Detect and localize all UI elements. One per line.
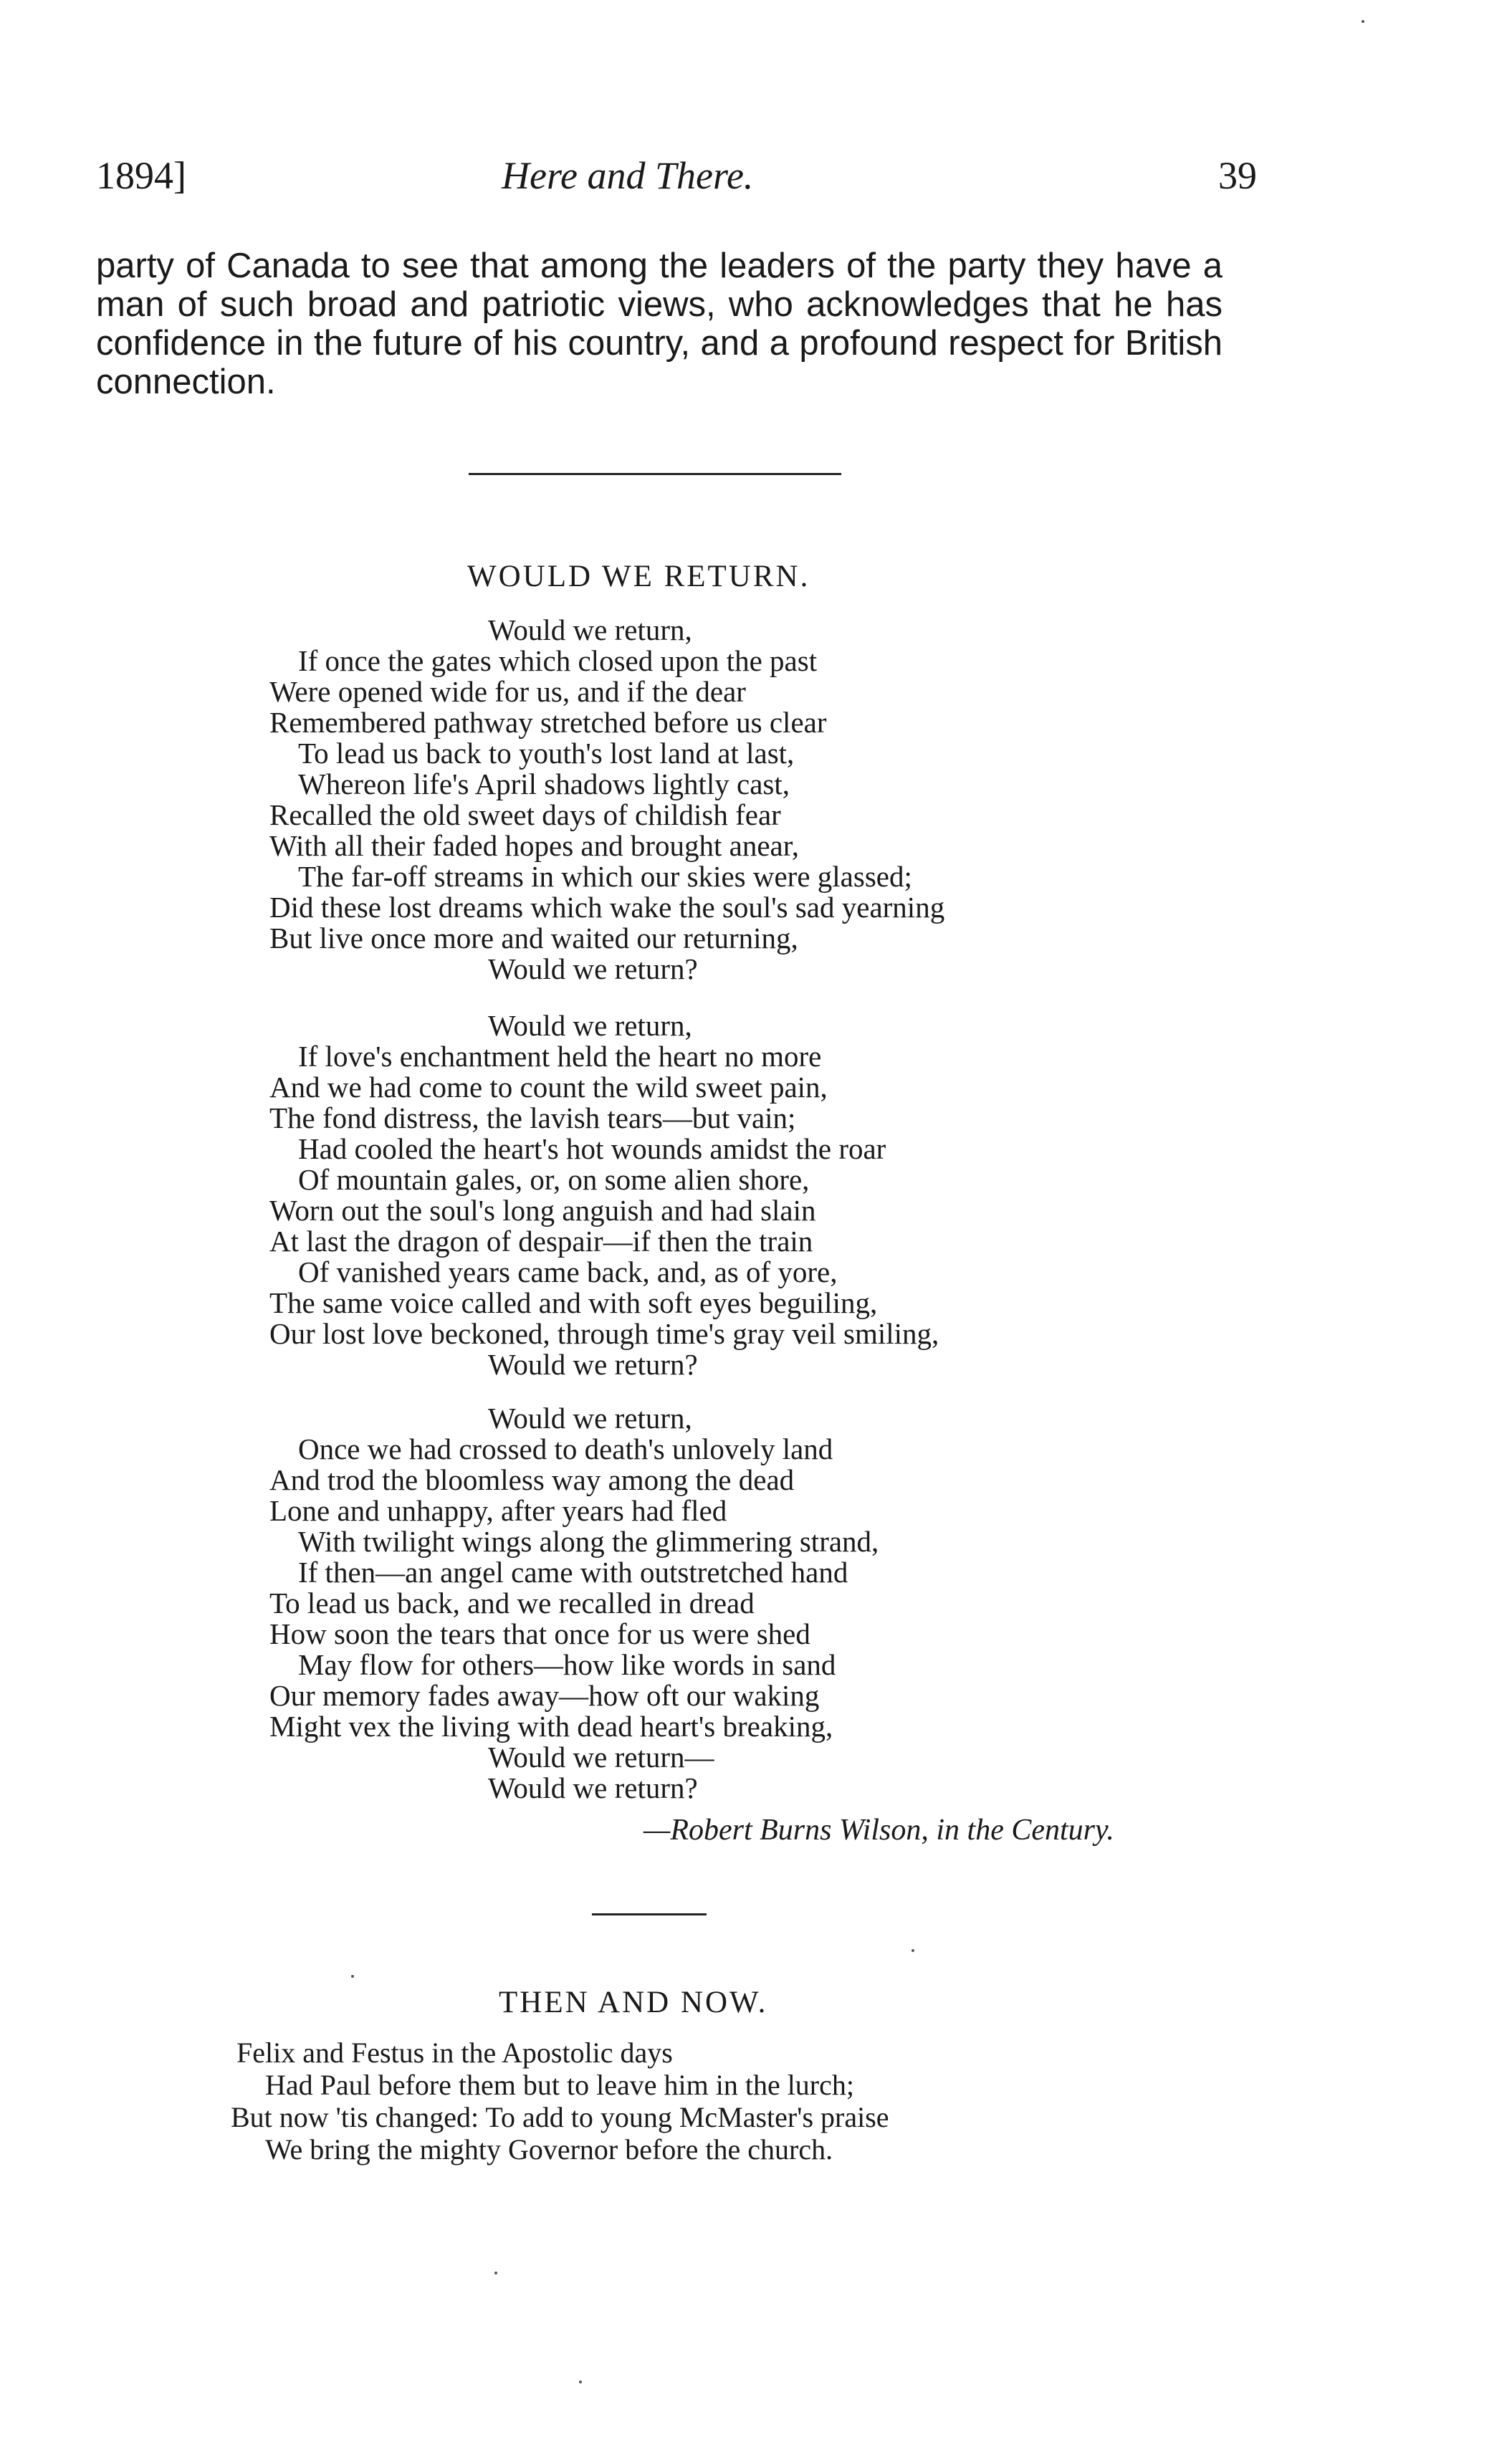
speck-mark	[579, 2381, 582, 2383]
poem-line: The fond distress, the lavish tears—but vain;	[269, 1101, 796, 1134]
poem-line: The far-off streams in which our skies were glassed;	[298, 860, 912, 893]
poem-line: Recalled the old sweet days of childish fear	[269, 798, 781, 831]
poem-line: To lead us back to youth's lost land at last,	[298, 737, 795, 770]
poem-line: Lone and unhappy, after years had fled	[269, 1494, 727, 1527]
prose-text: party of Canada to see that among the leaders of the party they have a man of such broad and patriotic views, who acknowledges that he has confidence in the future of his country, and a profound respect for British connection.	[96, 247, 1222, 401]
poem-line: Our memory fades away—how oft our waking	[269, 1679, 820, 1712]
stanza-3	[269, 1403, 879, 1804]
poem-line: We bring the mighty Governor before the church.	[265, 2133, 833, 2166]
poem-line: Whereon life's April shadows lightly cast,	[298, 767, 790, 800]
poem-line: Our lost love beckoned, through time's gray veil smiling,	[269, 1317, 939, 1350]
speck-mark	[911, 1949, 914, 1952]
poem-line: The same voice called and with soft eyes beguiling,	[269, 1286, 878, 1319]
poem-title: WOULD WE RETURN.	[467, 560, 810, 593]
poem-line: If love's enchantment held the heart no more	[298, 1040, 822, 1073]
poem-line: Would we return?	[488, 1348, 698, 1381]
poem-line: If once the gates which closed upon the past	[298, 644, 818, 677]
poem-line: And we had come to count the wild sweet pain,	[269, 1071, 828, 1104]
poem-line: Felix and Festus in the Apostolic days	[236, 2037, 673, 2069]
speck-mark	[494, 2272, 497, 2274]
poem-line: Would we return,	[488, 1402, 692, 1435]
poem-line: Had cooled the heart's hot wounds amidst the roar	[298, 1132, 886, 1165]
poem-line: Would we return?	[488, 952, 698, 985]
poem-line: Might vex the living with dead heart's breaking,	[269, 1710, 833, 1743]
poem-line: Remembered pathway stretched before us clear	[269, 706, 827, 739]
poem-line: Once we had crossed to death's unlovely land	[298, 1432, 833, 1465]
poem-line: How soon the tears that once for us were shed	[269, 1617, 810, 1650]
poem-line: With all their faded hopes and brought anear,	[269, 829, 800, 862]
poem-title: THEN AND NOW.	[499, 1986, 768, 2019]
poem-line: With twilight wings along the glimmering strand,	[298, 1525, 879, 1558]
poem-line: But live once more and waited our returning,	[269, 922, 798, 954]
section-divider	[592, 1913, 707, 1915]
poem-attribution: —Robert Burns Wilson, in the Century.	[643, 1814, 1114, 1847]
poem-line: Had Paul before them but to leave him in the lurch;	[265, 2069, 854, 2101]
poem-line: Would we return?	[488, 1771, 698, 1804]
poem-line: Were opened wide for us, and if the dear	[269, 675, 746, 708]
speck-mark	[1362, 20, 1364, 23]
stanza-2	[269, 1010, 939, 1380]
poem-then-and-now	[231, 2037, 889, 2166]
poem-line: May flow for others—how like words in sand	[298, 1648, 836, 1681]
speck-mark	[351, 1975, 354, 1978]
poem-line: But now 'tis changed: To add to young McMaster's praise	[231, 2101, 889, 2133]
prose-paragraph	[96, 247, 1222, 401]
stanza-1	[269, 615, 944, 985]
poem-line: Of vanished years came back, and, as of yore,	[298, 1255, 838, 1288]
poem-line: To lead us back, and we recalled in dread	[269, 1587, 755, 1619]
poem-line: Worn out the soul's long anguish and had slain	[269, 1194, 816, 1227]
poem-line: Would we return,	[488, 1009, 692, 1042]
section-divider	[469, 473, 841, 475]
poem-line: Did these lost dreams which wake the soul's sad yearning	[269, 891, 945, 924]
page-number: 39	[1218, 154, 1257, 197]
poem-line: And trod the bloomless way among the dead	[269, 1463, 795, 1496]
header-year: 1894]	[96, 154, 186, 197]
running-title: Here and There.	[502, 154, 754, 197]
poem-line: Of mountain gales, or, on some alien shore,	[298, 1163, 810, 1196]
poem-line: Would we return—	[488, 1741, 714, 1774]
poem-line: At last the dragon of despair—if then the train	[269, 1225, 813, 1258]
poem-line: If then—an angel came with outstretched hand	[298, 1556, 848, 1589]
poem-line: Would we return,	[488, 613, 692, 646]
